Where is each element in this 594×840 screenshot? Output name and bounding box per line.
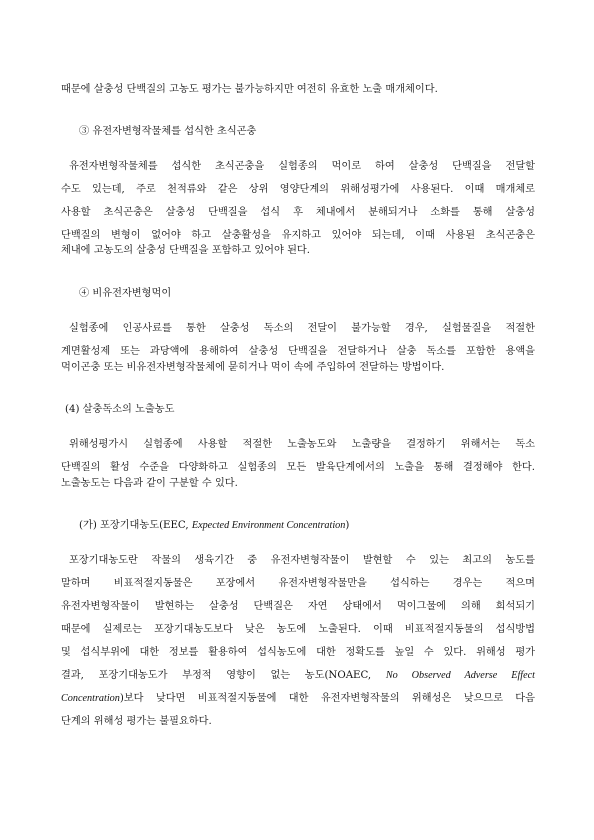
italic-term: Concentration (61, 693, 120, 704)
paragraph-line: 때문에 살충성 단백질의 고농도 평가는 불가능하지만 여전히 유효한 노출 매개체이다. (61, 84, 438, 95)
paragraph-line: 사용할 초식곤충은 살충성 단백질을 섭식 후 체내에서 분해되거나 소화를 통해 살충성 (61, 207, 535, 218)
paragraph-line: 체내에 고농도의 살충성 단백질을 포함하고 있어야 된다. (61, 245, 311, 256)
heading-text: ) (345, 520, 350, 531)
paragraph-line: 노출농도는 다음과 같이 구분할 수 있다. (61, 478, 238, 489)
paragraph-line: 말하며 비표적절지동물은 포장에서 유전자변형작물만을 섭식하는 경우는 적으며 (61, 578, 535, 589)
paragraph-line: 단계의 위해성 평가는 불필요하다. (61, 716, 212, 727)
paragraph-line: 유전자변형작물체를 섭식한 초식곤충을 실험종의 먹이로 하여 살충성 단백질을 전달할 (69, 161, 535, 172)
paragraph-line: 단백질의 활성 수준을 다양화하고 실험종의 모든 발육단계에서의 노출을 통해 결정해야 한다. (61, 462, 535, 473)
paragraph-line: 계면활성제 또는 과당액에 용해하여 살충성 단백질을 전달하거나 살충 독소를 포함한 용액을 (61, 346, 535, 357)
paragraph-line: 단백질의 변형이 없어야 하고 살충활성을 유지하고 있어야 되는데, 이때 사용된 초식곤충은 (61, 230, 535, 241)
paragraph-line: 포장기대농도란 작물의 생육기간 중 유전자변형작물이 발현할 수 있는 최고의 농도를 (69, 555, 535, 566)
italic-term: No Observed Adverse Effect (385, 670, 535, 681)
line-text: )보다 낮다면 비표적절지동물에 대한 유전자변형작물의 위해성은 낮으므로 다음 (119, 693, 535, 704)
heading-text: (가) 포장기대농도(EEC, (79, 520, 192, 531)
heading-italic-term: Expected Environment Concentration (191, 520, 346, 531)
section-heading-eec (79, 519, 349, 533)
paragraph-line: 때문에 실제로는 포장기대농도보다 낮은 농도에 노출된다. 이때 비표적절지동물의 섭식방법 (61, 624, 535, 635)
paragraph-line: 위해성평가시 실험종에 사용할 적절한 노출농도와 노출량을 결정하기 위해서는 독소 (69, 439, 535, 450)
paragraph-line (61, 692, 535, 706)
paragraph-line (61, 669, 535, 683)
paragraph-line: 유전자변형작물이 발현하는 살충성 단백질은 자연 상태에서 먹이그물에 의해 희석되기 (61, 601, 535, 612)
paragraph-line: 수도 있는데, 주로 천적류와 같은 상위 영양단계의 위해성평가에 사용된다. 이때 매개체로 (61, 184, 535, 195)
section-heading-exposure: (4) 살충독소의 노출농도 (65, 404, 175, 415)
paragraph-line: 및 섭식부위에 대한 정보를 활용하여 섭식농도에 대한 정확도를 높일 수 있다. 위해성 평가 (61, 647, 535, 658)
section-heading-3: ③ 유전자변형작물체를 섭식한 초식곤충 (79, 126, 257, 137)
section-heading-4: ④ 비유전자변형먹이 (79, 288, 172, 299)
paragraph-line: 실험종에 인공사료를 통한 살충성 독소의 전달이 불가능할 경우, 실험물질을 적절한 (69, 323, 535, 334)
line-text: 결과, 포장기대농도가 부정적 영향이 없는 농도(NOAEC, (61, 670, 386, 681)
paragraph-line: 먹이곤충 또는 비유전자변형작물체에 묻히거나 먹이 속에 주입하여 전달하는 방법이다. (61, 362, 445, 373)
